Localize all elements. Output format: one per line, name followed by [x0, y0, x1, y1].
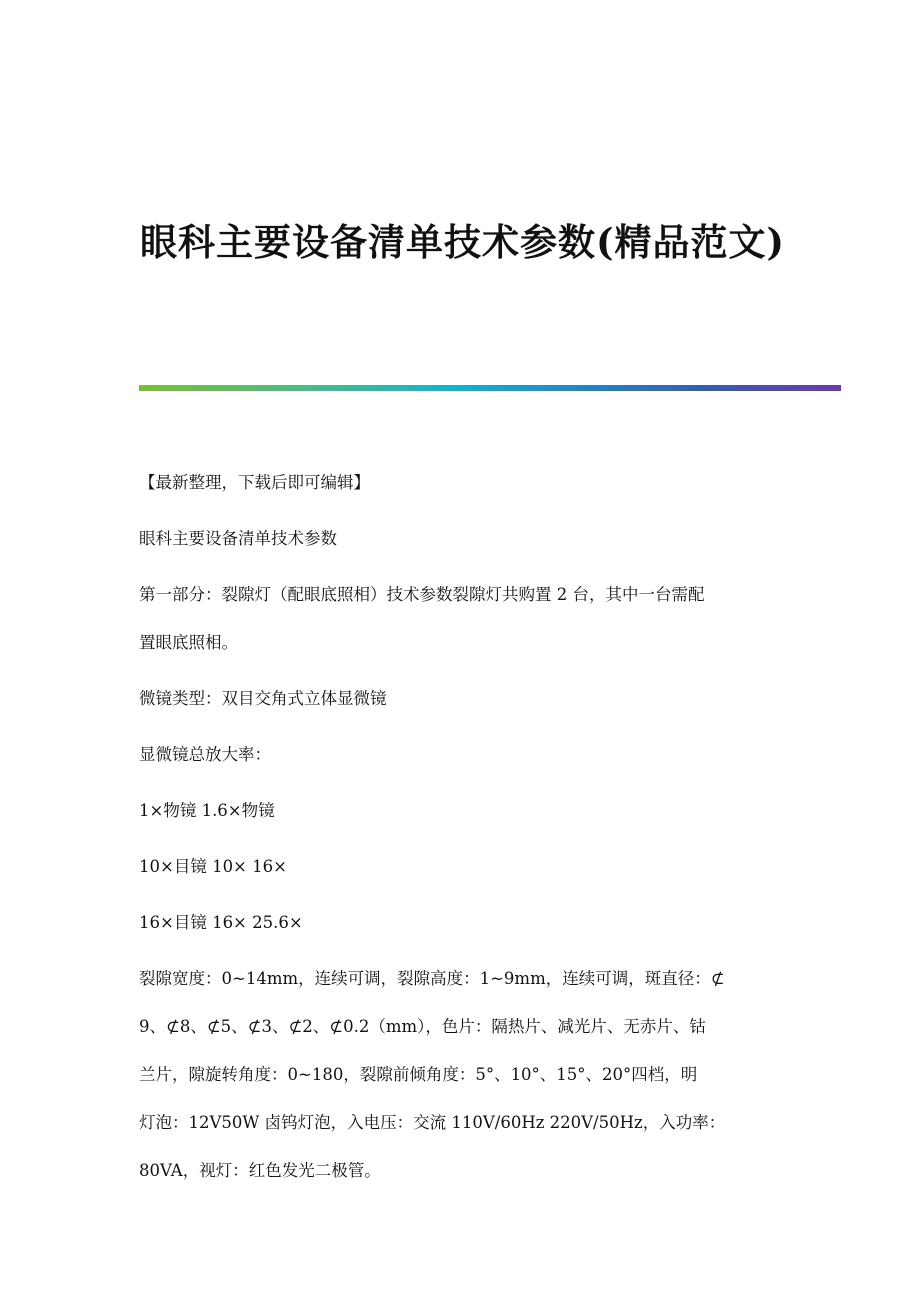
paragraph-line: 80VA，视灯：红色发光二极管。	[139, 1161, 381, 1180]
paragraph-line: 置眼底照相。	[139, 633, 238, 652]
paragraph-line: 第一部分：裂隙灯（配眼底照相）技术参数裂隙灯共购置 2 台，其中一台需配	[139, 585, 705, 604]
part1-paragraph	[139, 581, 779, 677]
editable-note: 【最新整理，下载后即可编辑】	[139, 473, 370, 492]
magnification-heading: 显微镜总放大率：	[139, 745, 271, 764]
paragraph-line: 兰片，隙旋转角度：0~180，裂隙前倾角度：5°、10°、15°、20°四档，明	[139, 1065, 698, 1084]
title-divider	[139, 385, 841, 391]
magnification-row: 1×物镜 1.6×物镜	[139, 801, 275, 820]
magnification-row: 16×目镜 16× 25.6×	[139, 913, 303, 932]
paragraph-line: 9、⊄8、⊄5、⊄3、⊄2、⊄0.2（mm），色片：隔热片、减光片、无赤片、钴	[139, 1017, 706, 1036]
document-title: 眼科主要设备清单技术参数(精品范文)	[140, 220, 786, 264]
document-subtitle: 眼科主要设备清单技术参数	[139, 529, 337, 548]
paragraph-line: 灯泡：12V50W 卤钨灯泡，入电压：交流 110V/60Hz 220V/50Hz，入功率：	[139, 1113, 726, 1132]
paragraph-line: 裂隙宽度：0~14mm，连续可调，裂隙高度：1~9mm，连续可调，斑直径：⊄	[139, 969, 725, 988]
slit-spec-paragraph	[139, 965, 779, 1205]
magnification-row: 10×目镜 10× 16×	[139, 857, 287, 876]
microscope-type: 微镜类型：双目交角式立体显微镜	[139, 689, 387, 708]
